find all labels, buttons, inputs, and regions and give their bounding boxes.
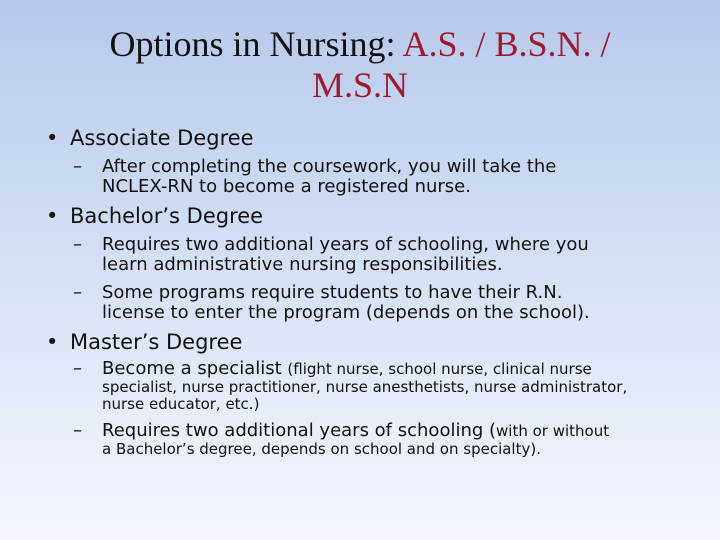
sub-bullet-lead: Become a specialist [102, 358, 288, 379]
sub-bullet-line: license to enter the program (depends on the school). [102, 302, 590, 323]
dash-marker: – [73, 358, 82, 379]
bullet-masters-degree [46, 330, 242, 354]
slide-title [60, 24, 660, 106]
sub-bullet-line [73, 421, 609, 441]
sub-bullet-bachelors-2 [73, 283, 590, 323]
sub-bullet-small-line: a Bachelor’s degree, depends on school and on specialty). [102, 440, 541, 458]
bullet-label: Bachelor’s Degree [70, 204, 264, 228]
sub-bullet-lead-small: with or without [496, 422, 610, 440]
sub-bullet-associate-1 [73, 157, 556, 197]
bullet-label: Master’s Degree [70, 330, 243, 354]
bullet-label: Associate Degree [70, 126, 254, 150]
title-prefix: Options in Nursing: [109, 24, 403, 64]
sub-bullet-line: Requires two additional years of schooling, where you [102, 234, 589, 255]
sub-bullet-small-line: specialist, nurse practitioner, nurse anesthetists, nurse administrator, [102, 378, 628, 396]
dash-marker: – [73, 420, 82, 441]
bullet-bachelors-degree [46, 204, 263, 228]
bullet-associate-degree [46, 126, 254, 150]
title-accent-line2: M.S.N [311, 65, 409, 105]
bullet-marker: • [46, 126, 59, 150]
bullet-marker: • [46, 330, 59, 354]
sub-bullet-masters-1 [73, 359, 627, 413]
sub-bullet-masters-2 [73, 421, 609, 458]
dash-marker: – [73, 282, 82, 303]
sub-bullet-line: Some programs require students to have their R.N. [102, 282, 563, 303]
title-accent-line1: A.S. / B.S.N. / [402, 24, 611, 64]
sub-bullet-lead-small: (flight nurse, school nurse, clinical nurse [287, 360, 592, 378]
sub-bullet-bachelors-1 [73, 235, 589, 275]
sub-bullet-line: learn administrative nursing responsibilities. [102, 254, 503, 275]
dash-marker: – [73, 156, 82, 177]
dash-marker: – [73, 234, 82, 255]
sub-bullet-line: After completing the coursework, you will take the [102, 156, 557, 177]
sub-bullet-small-line: nurse educator, etc.) [102, 395, 260, 413]
sub-bullet-lead: Requires two additional years of schooling ( [102, 420, 497, 441]
sub-bullet-line [73, 359, 627, 379]
sub-bullet-line: NCLEX-RN to become a registered nurse. [102, 176, 471, 197]
bullet-marker: • [46, 204, 59, 228]
